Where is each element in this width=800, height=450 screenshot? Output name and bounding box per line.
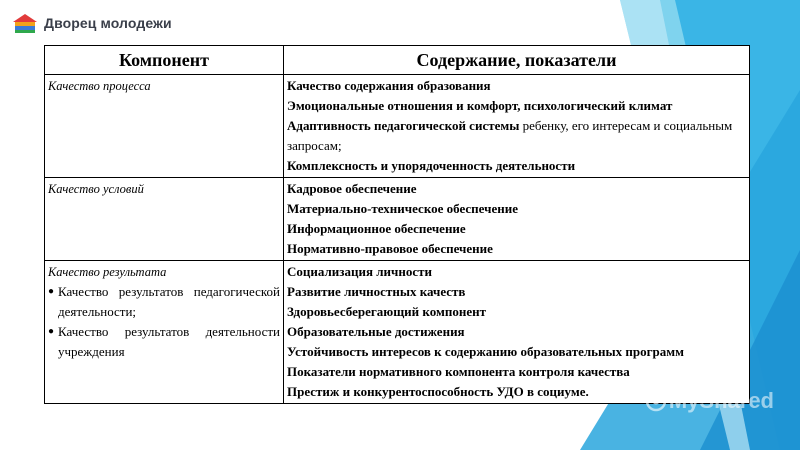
logo-text: Дворец молодежи	[44, 15, 172, 31]
content-line: Материально-техническое обеспечение	[287, 201, 518, 216]
component-name: Качество условий	[48, 182, 144, 196]
component-name: Качество процесса	[48, 79, 151, 93]
component-name: Качество результата	[48, 265, 167, 279]
content-line: Комплексность и упорядоченность деятельности	[287, 158, 576, 173]
content-line: Качество содержания образования	[287, 78, 491, 93]
content-cell	[284, 75, 750, 178]
table-row	[45, 261, 750, 404]
table-row	[45, 75, 750, 178]
content-line: Образовательные достижения	[287, 324, 465, 339]
watermark	[645, 388, 774, 414]
content-line: Престиж и конкурентоспособность УДО в социуме.	[287, 384, 589, 399]
component-subitem: ● Качество результатов деятельности учреждения	[48, 322, 280, 362]
content-line: Показатели нормативного компонента контроля качества	[287, 364, 630, 379]
table-header-row	[45, 46, 750, 75]
logo-mark-icon	[12, 12, 38, 34]
column-header-component: Компонент	[45, 46, 284, 75]
content-cell	[284, 261, 750, 404]
bullet-icon: ●	[48, 286, 55, 297]
component-cell	[45, 75, 284, 178]
bullet-icon: ●	[48, 326, 55, 337]
watermark-logo-icon	[645, 390, 667, 412]
content-line: Кадровое обеспечение	[287, 181, 417, 196]
content-line: Эмоциональные отношения и комфорт, психологический климат	[287, 98, 673, 113]
content-line-mixed: Адаптивность педагогической системы ребенку, его интересам и социальным запросам;	[287, 118, 733, 153]
table-row	[45, 178, 750, 261]
component-subitem: ● Качество результатов педагогической деятельности;	[48, 282, 280, 322]
content-line: Здоровьесберегающий компонент	[287, 304, 486, 319]
quality-components-table	[44, 45, 750, 404]
content-line: Социализация личности	[287, 264, 433, 279]
content-line: Нормативно-правовое обеспечение	[287, 241, 493, 256]
column-header-content: Содержание, показатели	[284, 46, 750, 75]
content-line: Развитие личностных качеств	[287, 284, 466, 299]
component-cell	[45, 178, 284, 261]
content-line: Устойчивость интересов к содержанию образовательных программ	[287, 344, 684, 359]
logo	[12, 12, 172, 34]
content-line: Информационное обеспечение	[287, 221, 466, 236]
component-cell	[45, 261, 284, 404]
content-cell	[284, 178, 750, 261]
watermark-text: MyShared	[668, 388, 774, 413]
